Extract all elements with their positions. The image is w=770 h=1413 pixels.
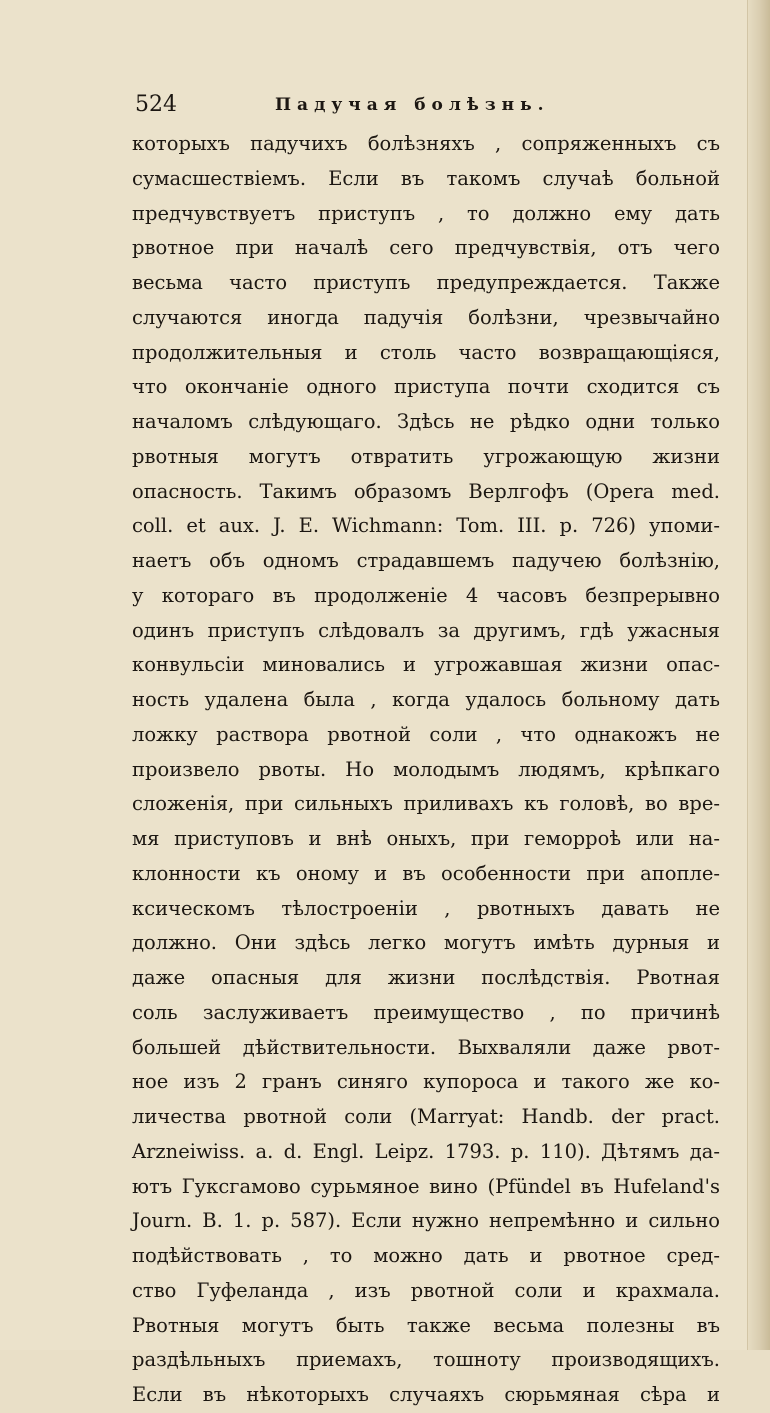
text-line: что окончаніе одного приступа почти сходится съ — [132, 375, 720, 399]
text-line: весьма часто приступъ предупреждается. Также — [132, 271, 720, 294]
text-line: раздѣльныхъ приемахъ, тошноту производящихъ. — [132, 1348, 720, 1372]
text-line: соль заслуживаетъ преимущество , по причинѣ — [132, 1000, 720, 1024]
text-line: которыхъ падучихъ болѣзняхъ , сопряженныхъ съ — [132, 132, 720, 155]
text-line: рвотныя могутъ отвратить угрожающую жизни — [132, 444, 720, 468]
page-number: 524 — [135, 92, 177, 117]
text-line: даже опасныя для жизни послѣдствія. Рвотная — [132, 966, 720, 989]
text-line: наетъ объ одномъ страдавшемъ падучею болѣзнію, — [132, 549, 720, 572]
text-line: одинъ приступъ слѣдовалъ за другимъ, гдѣ ужасныя — [132, 618, 720, 642]
text-line: Рвотныя могутъ быть также весьма полезны въ — [132, 1313, 720, 1337]
text-line: ложку раствора рвотной соли , что однакожъ не — [132, 722, 720, 746]
text-line: должно. Они здѣсь легко могутъ имѣть дурныя и — [132, 931, 720, 955]
text-line: конвульсіи миновались и угрожавшая жизни опас- — [132, 653, 720, 677]
text-line: ное изъ 2 гранъ синяго купороса и такого же ко- — [132, 1070, 720, 1094]
page-header — [135, 90, 735, 120]
text-line: опасность. Такимъ образомъ Верлгофъ (Opera med. — [132, 479, 720, 503]
text-line: ность удалена была , когда удалось больному дать — [132, 688, 720, 711]
text-line: сумасшествіемъ. Если въ такомъ случаѣ больной — [132, 166, 720, 190]
text-line: Arzneiwiss. a. d. Engl. Leipz. 1793. p. 110). Дѣтямъ да- — [132, 1139, 720, 1163]
body-text — [132, 127, 720, 1413]
text-line: у котораго въ продолженіе 4 часовъ безпрерывно — [132, 583, 720, 607]
text-line: ство Гуфеланда , изъ рвотной соли и крахмала. — [132, 1278, 720, 1302]
text-line: продолжительныя и столь часто возвращающіяся, — [132, 340, 720, 364]
text-line: coll. et aux. J. E. Wichmann: Tom. III. p. 726) упоми- — [132, 514, 720, 538]
text-line: случаются иногда падучія болѣзни, чрезвычайно — [132, 305, 720, 329]
text-line: подѣйствовать , то можно дать и рвотное сред- — [132, 1244, 720, 1267]
text-line: началомъ слѣдующаго. Здѣсь не рѣдко одни только — [132, 410, 720, 433]
page-edge-shadow — [747, 0, 770, 1350]
text-line: Если въ нѣкоторыхъ случаяхъ сюрьмяная сѣра и — [132, 1383, 720, 1406]
text-line: предчувствуетъ приступъ , то должно ему дать — [132, 201, 720, 225]
text-line: сложенія, при сильныхъ приливахъ къ головѣ, во вре- — [132, 792, 720, 816]
text-line: личества рвотной соли (Marryat: Handb. der pract. — [132, 1105, 720, 1128]
text-line: Journ. B. 1. p. 587). Если нужно непремѣнно и сильно — [132, 1209, 720, 1233]
text-line: произвело рвоты. Но молодымъ людямъ, крѣпкаго — [132, 757, 720, 781]
text-line: клонности къ оному и въ особенности при апопле- — [132, 861, 720, 885]
running-head: Падучая болѣзнь. — [275, 95, 550, 115]
text-line: ютъ Гуксгамово сурьмяное вино (Pfündel въ Hufeland's — [132, 1174, 720, 1198]
text-line: мя приступовъ и внѣ оныхъ, при геморроѣ или на- — [132, 827, 720, 850]
text-line: большей дѣйствительности. Выхваляли даже рвот- — [132, 1035, 720, 1059]
text-line: рвотное при началѣ сего предчувствія, отъ чего — [132, 236, 720, 260]
text-line: ксическомъ тѣлостроеніи , рвотныхъ давать не — [132, 896, 720, 920]
